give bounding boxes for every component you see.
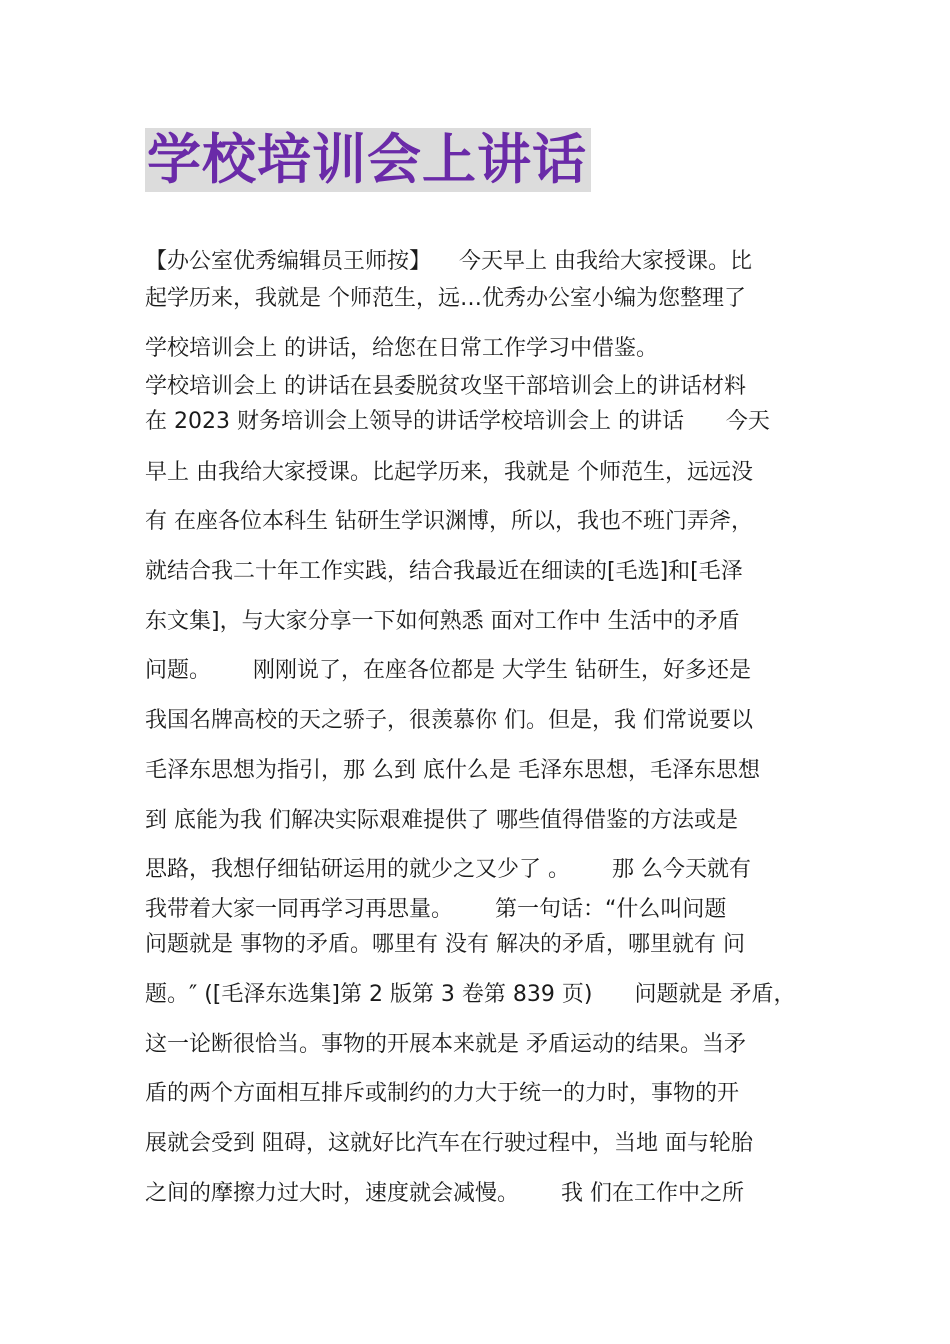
body-line: 有 在座各位本科生 钻研生学识渊博，所以，我也不班门弄斧， — [145, 509, 753, 534]
body-line: 盾的两个方面相互排斥或制约的力大于统一的力时，事物的开 — [145, 1081, 740, 1106]
body-line: 思路，我想仔细钻研运用的就少之又少了 。 那 么今天就有 — [145, 857, 751, 882]
body-line: 到 底能为我 们解决实际艰难提供了 哪些值得借鉴的方法或是 — [145, 808, 738, 833]
body-line: 问题就是 事物的矛盾。哪里有 没有 解决的矛盾，哪里就有 问 — [145, 932, 745, 957]
body-line: 东文集]，与大家分享一下如何熟悉 面对工作中 生活中的矛盾 — [145, 609, 740, 634]
body-line: 学校培训会上 的讲话在县委脱贫攻坚干部培训会上的讲话材料 — [145, 374, 746, 399]
body-line: 之间的摩擦力过大时，速度就会减慢。 我 们在工作中之所 — [145, 1181, 744, 1206]
body-line: 早上 由我给大家授课。比起学历来，我就是 个师范生，远远没 — [145, 460, 753, 485]
body-line: 就结合我二十年工作实践，结合我最近在细读的[毛选]和[毛泽 — [145, 559, 743, 584]
body-line: 【办公室优秀编辑员王师按】 今天早上 由我给大家授课。比 — [145, 249, 752, 274]
body-line: 毛泽东思想为指引，那 么到 底什么是 毛泽东思想，毛泽东思想 — [145, 758, 760, 783]
body-line: 在 2023 财务培训会上领导的讲话学校培训会上 的讲话 今天 — [145, 409, 770, 434]
body-line: 问题。 刚刚说了，在座各位都是 大学生 钻研生，好多还是 — [145, 658, 751, 683]
body-line: 题。″ ([毛泽东选集]第 2 版第 3 卷第 839 页) 问题就是 矛盾， — [145, 982, 796, 1007]
body-line: 我国名牌高校的天之骄子，很羡慕你 们。但是，我 们常说要以 — [145, 708, 753, 733]
body-line: 我带着大家一同再学习再思量。 第一句话：“什么叫问题 — [145, 897, 727, 922]
body-line: 这一论断很恰当。事物的开展本来就是 矛盾运动的结果。当矛 — [145, 1032, 746, 1057]
document-title: 学校培训会上讲话 — [145, 128, 591, 192]
body-line: 学校培训会上 的讲话，给您在日常工作学习中借鉴。 — [145, 336, 658, 361]
body-line: 展就会受到 阻碍，这就好比汽车在行驶过程中，当地 面与轮胎 — [145, 1131, 753, 1156]
body-line: 起学历来，我就是 个师范生，远…优秀办公室小编为您整理了 — [145, 286, 746, 311]
